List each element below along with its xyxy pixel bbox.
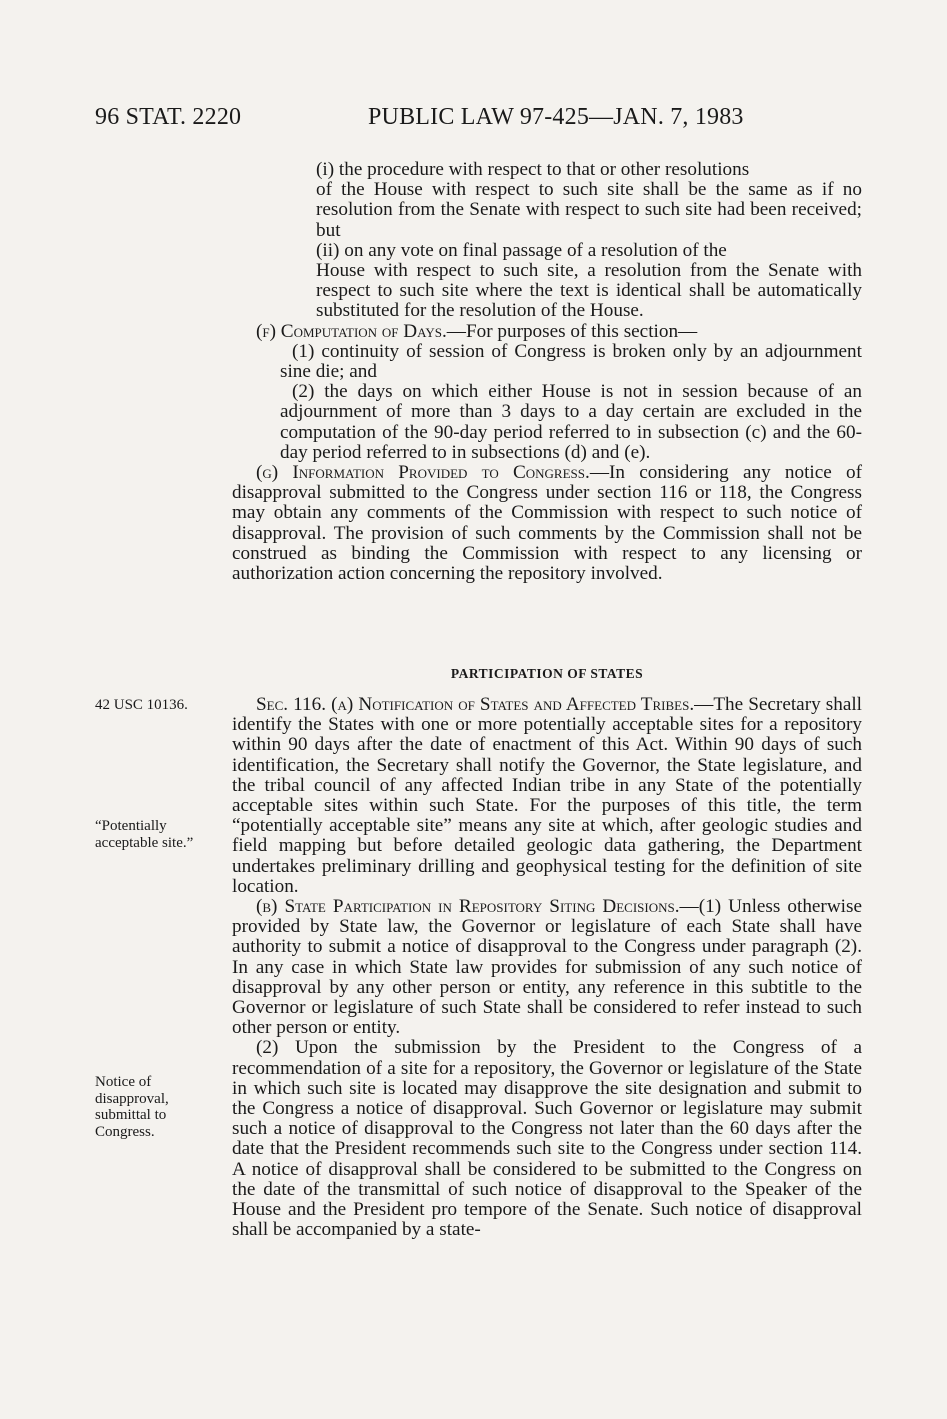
page-stat-reference: 96 STAT. 2220 [95, 104, 242, 130]
subsection-f-heading: (f) Computation of Days. [256, 320, 447, 342]
margin-note-potentially-acceptable-site: “Potentially acceptable site.” [95, 818, 194, 851]
subsection-g: (g) Information Provided to Congress.—In considering any notice of disapproval submitted to the Congress under section 116 or 118, the Congress may obtain any comments of the Commission with respect to such notice of disapproval. The provision of such comments by the Commission shall not be construed as binding the Commission with respect to any licensing or authorization action concerning the repository involved. [232, 462, 862, 585]
subsection-f: (f) Computation of Days.—For purposes of this section— [256, 320, 698, 342]
subsection-b-heading: (b) State Participation in Repository Siting Decisions. [256, 896, 680, 918]
clause-ii: (ii) on any vote on final passage of a resolution of the House with respect to such site, a resolution from the Senate with respect to such site where the text is identical shall be automatically substituted for the resolution of the House. [316, 239, 862, 322]
text-block-top [232, 160, 862, 584]
page-running-title: PUBLIC LAW 97-425—JAN. 7, 1983 [368, 104, 744, 130]
text-block-sec116 [232, 695, 862, 1240]
paragraph-f1: (1) continuity of session of Congress is broken only by an adjournment sine die; and [280, 340, 862, 383]
subsection-g-heading: (g) Information Provided to Congress. [256, 462, 590, 484]
paragraph-f2: (2) the days on which either House is not in session because of an adjournment of more than 3 days to a day certain are excluded in the computation of the 90-day period referred to in subsection (c) and the 60-day period referred to in subsections (d) and (e). [280, 381, 862, 463]
margin-note-notice-of-disapproval: Notice of disapproval, submittal to Congress. [95, 1074, 169, 1140]
margin-note-usc: 42 USC 10136. [95, 697, 188, 713]
section-116-heading: Sec. 116. (a) Notification of States and Affected Tribes. [256, 694, 695, 715]
section-116-b: (b) State Participation in Repository Siting Decisions.—(1) Unless otherwise provided by State law, the Governor or legislature of each State shall have authority to submit a notice of disapproval to the Congress under paragraph (2). In any case in which State law provides for submission of any such notice of disapproval by any other person or entity, any reference in this subtitle to the Governor or legislature of such State shall be considered to refer instead to such other person or entity. [232, 896, 862, 1039]
section-116-a: Sec. 116. (a) Notification of States and Affected Tribes.—The Secretary shall identify the States with one or more potentially acceptable sites for a repository within 90 days after the date of enactment of this Act. Within 90 days of such identification, the Secretary shall notify the Governor, the State legislature, and the tribal council of any affected Indian tribe in any State of the potentially acceptable sites within such State. For the purposes of this title, the term “potentially acceptable site” means any site at which, after geologic studies and field mapping but before detailed geologic data gathering, the Department undertakes preliminary drilling and geophysical testing for the definition of site location. [232, 694, 862, 897]
section-116-b2: (2) Upon the submission by the President to the Congress of a recommendation of a site for a repository, the Governor or legislature of the State in which such site is located may disapprove the site designation and submit to the Congress a notice of disapproval. Such Governor or legislature may submit such a notice of disapproval to the Congress not later than the 60 days after the date that the President recommends such site to the Congress under section 114. A notice of disapproval shall be considered to be submitted to the Congress on the date of the transmittal of such notice of disapproval to the Speaker of the House and the President pro tempore of the Senate. Such notice of disapproval shall be accompanied by a state- [232, 1037, 862, 1241]
clause-i: (i) the procedure with respect to that or other resolutions of the House with respect to such site shall be the same as if no resolution from the Senate with respect to such site had been received; but [316, 159, 862, 241]
section-title: PARTICIPATION OF STATES [450, 666, 644, 681]
